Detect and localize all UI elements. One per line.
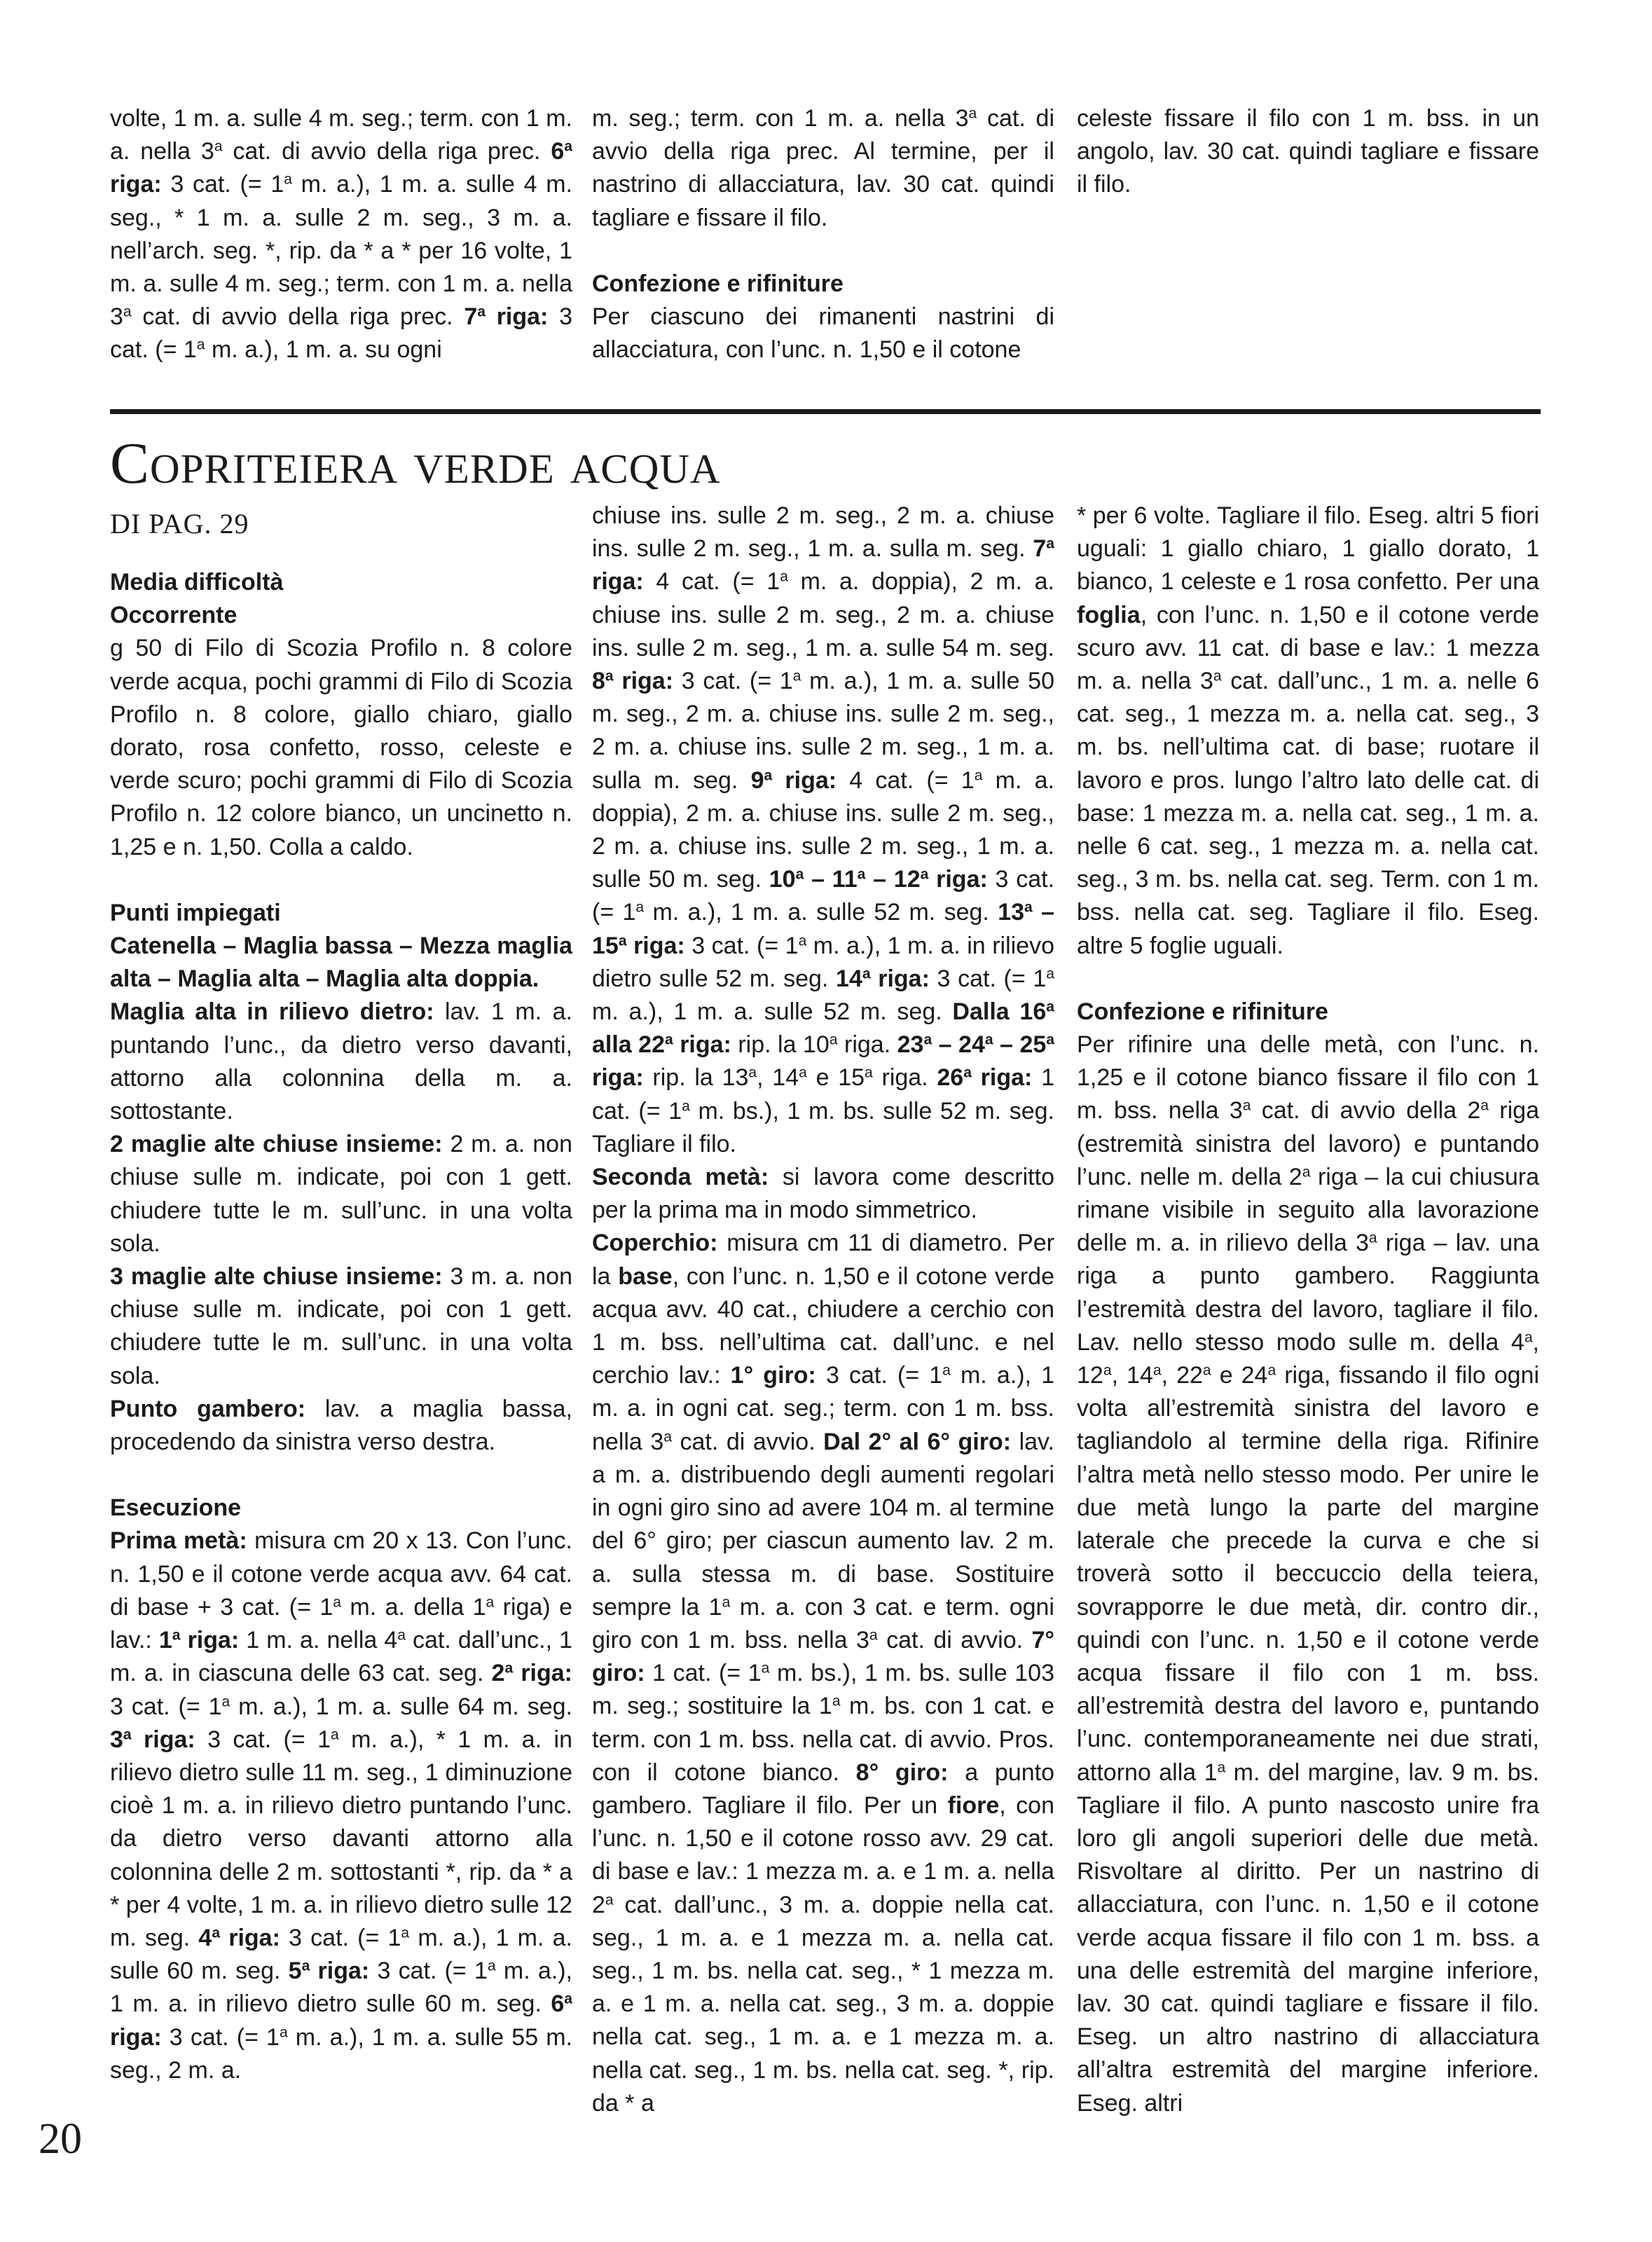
body-paragraph: Per ciascuno dei rimanenti nastrini di allacciatura, con l’unc. n. 1,50 e il cotone xyxy=(592,303,1054,364)
section-heading: Media difficoltà xyxy=(110,569,284,596)
body-paragraph: 2 maglie alte chiuse insieme: 2 m. a. non chiuse sulle m. indicate, poi con 1 gett. chiudere tutte le m. sull’unc. in una volta sola. xyxy=(110,1131,572,1257)
body-paragraph: Prima metà: misura cm 20 x 13. Con l’unc. n. 1,50 e il cotone verde acqua avv. 64 cat. di base + 3 cat. (= $1^a$ m. a. della 1$^a$ riga) e lav.: 1$^a$ riga: 1 m. a. nella 4$^a$ cat. dall’unc., 1 m. a. in ciascuna delle 63 cat. seg. 2$^a$ riga: 3 cat. (= $1^a$ m. a.), 1 m. a. sulle 64 m. seg. 3$^a$ riga: 3 cat. (= $1^a$ m. a.), * 1 m. a. in rilievo dietro sulle 11 m. seg., 1 diminuzione cioè 1 m. a. in rilievo dietro puntando l’unc. da dietro verso davanti attorno alla colonnina delle 2 m. sottostanti *, rip. da * a * per 4 volte, 1 m. a. in rilievo dietro sulle 12 m. seg. 4$^a$ riga: 3 cat. (= $1^a$ m. a.), 1 m. a. sulle 60 m. seg. 5$^a$ riga: 3 cat. (= $1^a$ m. a.), 1 m. a. in rilievo dietro sulle 60 m. seg. 6$^a$ riga: 3 cat. (= $1^a$ m. a.), 1 m. a. sulle 55 m. seg., 2 m. a. xyxy=(110,1527,572,2084)
body-paragraph: g 50 di Filo di Scozia Profilo n. 8 colore verde acqua, pochi grammi di Filo di Scozia Profilo n. 8 colore, giallo chiaro, giallo dorato, rosa confetto, rosso, celeste e verde scuro; pochi grammi di Filo di Scozia Profilo n. 12 colore bianco, un uncinetto n. 1,25 e n. 1,50. Colla a caldo. xyxy=(110,635,572,860)
paragraph-spacer xyxy=(592,235,1054,268)
section-heading: Punti impiegati xyxy=(110,899,281,926)
body-paragraph: 3 maglie alte chiuse insieme: 3 m. a. non chiuse sulle m. indicate, poi con 1 gett. chiudere tutte le m. sull’unc. in una volta sola. xyxy=(110,1263,572,1389)
body-paragraph: Catenella – Maglia bassa – Mezza maglia alta – Maglia alta – Maglia alta doppia. xyxy=(110,933,572,993)
page-reference: DI PAG. 29 xyxy=(110,508,249,539)
body-paragraph: celeste fissare il filo con 1 m. bss. in un angolo, lav. 30 cat. quindi tagliare e fissare il filo. xyxy=(1077,105,1539,198)
section-heading: Esecuzione xyxy=(110,1494,242,1522)
body-paragraph: volte, 1 m. a. sulle 4 m. seg.; term. con 1 m. a. nella 3$^a$ cat. di avvio della riga prec. 6$^a$ riga: 3 cat. (= $1^a$ m. a.), 1 m. a. sulle 4 m. seg., * 1 m. a. sulle 2 m. seg., 3 m. a. nell’arch. seg. *, rip. da * a * per 16 volte, 1 m. a. sulle 4 m. seg.; term. con 1 m. a. nella 3$^a$ cat. di avvio della riga prec. 7$^a$ riga: 3 cat. (= $1^a$ m. a.), 1 m. a. su ogni xyxy=(110,105,572,364)
paragraph-spacer xyxy=(1077,963,1539,996)
body-paragraph: Seconda metà: si lavora come descritto per la prima ma in modo simmetrico. xyxy=(592,1164,1054,1224)
paragraph-spacer xyxy=(110,864,572,897)
section-heading: Confezione e rifiniture xyxy=(592,270,844,297)
article-column-3 xyxy=(1077,500,1539,2120)
body-paragraph: Coperchio: misura cm 11 di diametro. Per la base, con l’unc. n. 1,50 e il cotone verde acqua avv. 40 cat., chiudere a cerchio con 1 m. bss. nell’ultima cat. dall’unc. e nel cerchio lav.: 1° giro: 3 cat. (= $1^a$ m. a.), 1 m. a. in ogni cat. seg.; term. con 1 m. bss. nella 3$^a$ cat. di avvio. Dal 2° al 6° giro: lav. a m. a. distribuendo degli aumenti regolari in ogni giro sino ad avere 104 m. al termine del 6° giro; per ciascun aumento lav. 2 m. a. sulla stessa m. di base. Sostituire sempre la 1$^a$ m. a. con 3 cat. e term. ogni giro con 1 m. bss. nella 3$^a$ cat. di avvio. 7° giro: 1 cat. (= $1^a$ m. bs.), 1 m. bs. sulle 103 m. seg.; sostituire la 1$^a$ m. bs. con 1 cat. e term. con 1 m. bss. nella cat. di avvio. Pros. con il cotone bianco. 8° giro: a punto gambero. Tagliare il filo. Per un fiore, con l’unc. n. 1,50 e il cotone rosso avv. 29 cat. di base e lav.: 1 mezza m. a. e 1 m. a. nella 2$^a$ cat. dall’unc., 3 m. a. doppie nella cat. seg., 1 m. a. e 1 mezza m. a. nella cat. seg., 1 m. bs. nella cat. seg., * 1 mezza m. a. e 1 m. a. nella cat. seg., 3 m. a. doppie nella cat. seg., 1 m. a. e 1 mezza m. a. nella cat. seg., 1 m. bs. nella cat. seg. *, rip. da * a xyxy=(592,1230,1054,2117)
page-number: 20 xyxy=(39,2115,82,2163)
article-column-1 xyxy=(110,566,572,2087)
body-paragraph: Maglia alta in rilievo dietro: lav. 1 m. a. puntando l’unc., da dietro verso davanti, attorno alla colonnina della m. a. sottostante. xyxy=(110,998,572,1125)
article-title: Copriteiera verde acqua xyxy=(110,431,721,496)
top-column-3 xyxy=(1077,102,1539,202)
top-column-1 xyxy=(110,102,572,367)
paragraph-spacer xyxy=(110,1459,572,1492)
body-paragraph: m. seg.; term. con 1 m. a. nella 3$^a$ cat. di avvio della riga prec. Al termine, per il nastrino di allacciatura, lav. 30 cat. quindi tagliare e fissare il filo. xyxy=(592,105,1054,231)
article-column-2 xyxy=(592,500,1054,2120)
section-divider xyxy=(110,409,1541,414)
body-paragraph: Per rifinire una delle metà, con l’unc. n. 1,25 e il cotone bianco fissare il filo con 1 m. bss. nella 3$^a$ cat. di avvio della 2$^a$ riga (estremità sinistra del lavoro) e puntando l’unc. nelle m. della 2$^a$ riga – la cui chiusura rimane visibile in seguito alla lavorazione delle m. a. in rilievo della 3$^a$ riga – lav. una riga a punto gambero. Raggiunta l’estremità destra del lavoro, tagliare il filo. Lav. nello stesso modo sulle m. della 4$^a$, 12$^a$, 14$^a$, 22$^a$ e 24$^a$ riga, fissando il filo ogni volta all’estremità sinistra del lavoro e tagliandolo al termine della riga. Rifinire l’altra metà nello stesso modo. Per unire le due metà lungo la parte del margine laterale che precede la curva e che si troverà sotto il beccuccio della teiera, sovrapporre le due metà, dir. contro dir., quindi con l’unc. n. 1,50 e il cotone verde acqua fissare il filo con 1 m. bss. all’estremità destra del lavoro e, puntando l’unc. contemporaneamente nei due strati, attorno alla 1$^a$ m. del margine, lav. 9 m. bs. Tagliare il filo. A punto nascosto unire fra loro gli angoli superiori delle due metà. Risvoltare al diritto. Per un nastrino di allacciatura, con l’unc. n. 1,50 e il cotone verde acqua fissare il filo con 1 m. bss. a una delle estremità del margine inferiore, lav. 30 cat. quindi tagliare e fissare il filo. Eseg. un altro nastrino di allacciatura all’altra estremità del margine inferiore. Eseg. altri xyxy=(1077,1031,1539,2117)
body-paragraph: Punto gambero: lav. a maglia bassa, procedendo da sinistra verso destra. xyxy=(110,1395,572,1456)
body-paragraph: * per 6 volte. Tagliare il filo. Eseg. altri 5 fiori uguali: 1 giallo chiaro, 1 giallo dorato, 1 bianco, 1 celeste e 1 rosa confetto. Per una foglia, con l’unc. n. 1,50 e il cotone verde scuro avv. 11 cat. di base e lav.: 1 mezza m. a. nella 3$^a$ cat. dall’unc., 1 m. a. nelle 6 cat. seg., 1 mezza m. a. nella cat. seg., 3 m. bs. nell’ultima cat. di base; ruotare il lavoro e pros. lungo l’altro lato delle cat. di base: 1 mezza m. a. nella cat. seg., 1 m. a. nelle 6 cat. seg., 1 mezza m. a. nella cat. seg., 3 m. bs. nella cat. seg. Term. con 1 m. bss. nella cat. seg. Tagliare il filo. Eseg. altre 5 foglie uguali. xyxy=(1077,502,1539,959)
body-paragraph: chiuse ins. sulle 2 m. seg., 2 m. a. chiuse ins. sulle 2 m. seg., 1 m. a. sulla m. seg. 7$^a$ riga: 4 cat. (= $1^a$ m. a. doppia), 2 m. a. chiuse ins. sulle 2 m. seg., 2 m. a. chiuse ins. sulle 2 m. seg., 1 m. a. sulle 54 m. seg. 8$^a$ riga: 3 cat. (= $1^a$ m. a.), 1 m. a. sulle 50 m. seg., 2 m. a. chiuse ins. sulle 2 m. seg., 2 m. a. chiuse ins. sulle 2 m. seg., 1 m. a. sulla m. seg. 9$^a$ riga: 4 cat. (= $1^a$ m. a. doppia), 2 m. a. chiuse ins. sulle 2 m. seg., 2 m. a. chiuse ins. sulle 2 m. seg., 1 m. a. sulle 50 m. seg. 10$^a$ – 11$^a$ – 12$^a$ riga: 3 cat. (= $1^a$ m. a.), 1 m. a. sulle 52 m. seg. 13$^a$ – 15$^a$ riga: 3 cat. (= $1^a$ m. a.), 1 m. a. in rilievo dietro sulle 52 m. seg. 14$^a$ riga: 3 cat. (= $1^a$ m. a.), 1 m. a. sulle 52 m. seg. Dalla 16$^a$ alla 22$^a$ riga: rip. la 10$^a$ riga. 23$^a$ – 24$^a$ – 25$^a$ riga: rip. la 13$^a$, 14$^a$ e 15$^a$ riga. 26$^a$ riga: 1 cat. (= $1^a$ m. bs.), 1 m. bs. sulle 52 m. seg. Tagliare il filo. xyxy=(592,502,1054,1157)
section-heading: Confezione e rifiniture xyxy=(1077,998,1328,1025)
section-heading: Occorrente xyxy=(110,602,238,629)
top-column-2 xyxy=(592,102,1054,366)
